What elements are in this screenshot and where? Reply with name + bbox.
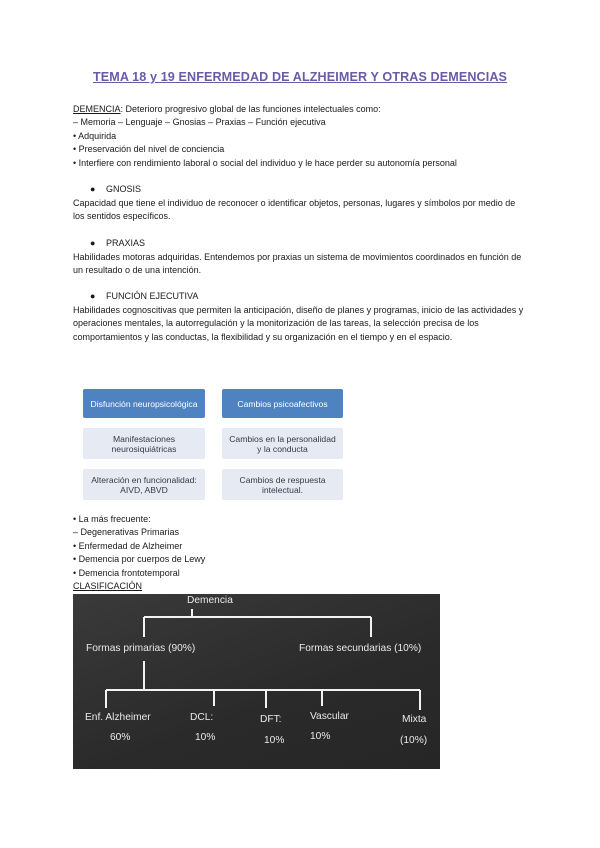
leaf-dft-name: DFT: [260, 714, 282, 725]
gnosis-text: Capacidad que tiene el individuo de reconocer o identificar objetos, personas, lugares y símbolos por medio de los sentidos específicos. [73, 198, 516, 222]
list-item: • Demencia por cuerpos de Lewy [73, 554, 206, 565]
leaf-dcl-name: DCL: [190, 712, 214, 723]
box-cambios-psicoafectivos: Cambios psicoafectivos [222, 389, 343, 418]
bullet-icon: ● [90, 238, 96, 248]
leaf-vascular-name: Vascular [310, 711, 349, 722]
leaf-vascular-pct: 10% [310, 731, 331, 742]
classification-diagram [73, 594, 440, 769]
leaf-alzheimer-name: Enf. Alzheimer [85, 712, 151, 723]
diagram-secondary: Formas secundarias (10%) [299, 643, 422, 654]
demencia-block [73, 103, 528, 170]
list-item: • La más frecuente: [73, 514, 151, 524]
bullet-icon: ● [90, 291, 96, 301]
leaf-mixta-name: Mixta [402, 714, 427, 725]
demencia-definition: DEMENCIA: Deterioro progresivo global de las funciones intelectuales como: [73, 104, 381, 114]
list-item: • Demencia frontotemporal [73, 567, 180, 578]
leaf-dft-pct: 10% [264, 735, 285, 746]
causes-list [73, 513, 528, 593]
box-cambios-respuesta: Cambios de respuesta intelectual. [222, 469, 343, 500]
leaf-dcl-pct: 10% [195, 732, 216, 743]
leaf-mixta-pct: (10%) [400, 735, 428, 746]
demencia-item: • Adquirida [73, 130, 117, 141]
diagram-primary: Formas primarias (90%) [86, 643, 196, 654]
list-item: • Enfermedad de Alzheimer [73, 540, 183, 551]
box-manifestaciones: Manifestaciones neurosiquiátricas [83, 428, 205, 459]
demencia-item: • Preservación del nivel de conciencia [73, 144, 225, 155]
diagram-root: Demencia [187, 595, 233, 606]
leaf-alzheimer-pct: 60% [110, 732, 131, 743]
demencia-item: – Memoria – Lenguaje – Gnosias – Praxias – Función ejecutiva [73, 117, 326, 128]
funcion-ejecutiva-heading: ● FUNCIÓN EJECUTIVA [90, 291, 199, 301]
box-disfuncion-neuropsicologica: Disfunción neuropsicológica [83, 389, 205, 418]
demencia-term: DEMENCIA [73, 104, 121, 114]
bullet-icon: ● [90, 184, 96, 194]
demencia-item: • Interfiere con rendimiento laboral o social del individuo y le hace perder su autonomía personal [73, 157, 457, 168]
praxias-text: Habilidades motoras adquiridas. Entendemos por praxias un sistema de movimientos coordinados en función de un resultado o de una intención. [73, 252, 522, 276]
gnosis-heading: ● GNOSIS [90, 184, 142, 194]
praxias-heading: ● PRAXIAS [90, 238, 146, 248]
box-alteracion-funcionalidad: Alteración en funcionalidad: AIVD, ABVD [83, 469, 205, 500]
clasificacion-heading: CLASIFICACIÓN [73, 581, 143, 592]
box-cambios-personalidad: Cambios en la personalidad y la conducta [222, 428, 343, 459]
page-title: TEMA 18 y 19 ENFERMEDAD DE ALZHEIMER Y OTRAS DEMENCIAS [92, 70, 508, 84]
funcion-ejecutiva-text: Habilidades cognoscitivas que permiten la anticipación, diseño de planes y programas, inicio de las actividades y operaciones mentales, la autorregulación y la monitorización de las tareas, la selección precisa de los comportamientos y las conductas, la flexibilidad y su organización en el tiempo y en el espacio. [73, 305, 524, 342]
list-item: – Degenerativas Primarias [73, 527, 180, 538]
